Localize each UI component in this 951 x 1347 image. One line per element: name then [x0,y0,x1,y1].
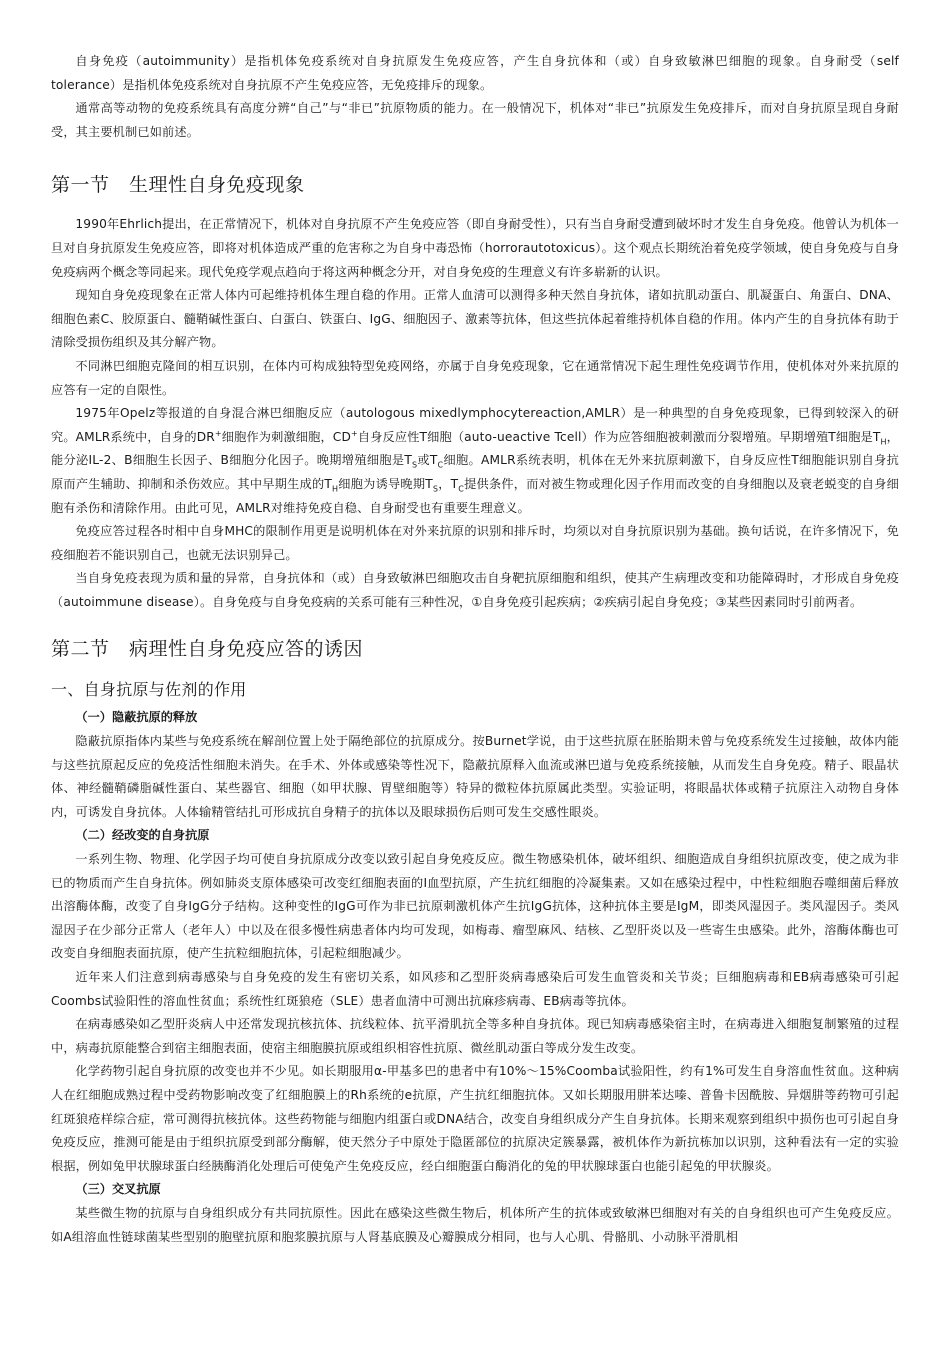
th-subscript-2: H [332,484,339,494]
section-1-paragraph-6: 当自身免疫表现为质和量的异常，自身抗体和（或）自身致敏淋巴细胞攻击自身靶抗原细胞和组织，使其产生病理改变和功能障碍时，才形成自身免疫（autoimmune disease）。自身免疫与自身免疫病的关系可能有三种性况，①自身免疫引起疾病；②疾病引起自身免疫；③某些因素同时引前两者。 [51,571,899,609]
tc-subscript-2: C [458,484,464,494]
item-3-paragraph-1: 某些微生物的抗原与自身组织成分有共同抗原性。因此在感染这些微生物后，机体所产生的抗体或致敏淋巴细胞对有关的自身组织也可产生免疫反应。如A组溶血性链球菌某些型别的胞壁抗原和胞浆膜抗原与人肾基底膜及心瓣膜成分相同，也与人心肌、骨骼肌、小动脉平滑肌相 [51,1205,899,1244]
item-2-paragraph-3: 在病毒感染如乙型肝炎病人中还常发现抗核抗体、抗线粒体、抗平滑肌抗全等多种自身抗体。现已知病毒感染宿主时，在病毒进入细胞复制繁殖的过程中，病毒抗原能整合到宿主细胞表面，使宿主细胞膜抗原或组织相容性抗原、微丝肌动蛋白等成分发生改变。 [51,1017,899,1055]
amlr-text-b: 细胞作为刺激细胞，CD [221,429,351,444]
amlr-text-h: ，T [438,476,459,491]
section-1-paragraph-2: 现知自身免疫现象在正常人体内可起维持机体生理自稳的作用。正常人血清可以测得多种天然自身抗体，诸如抗肌动蛋白、肌凝蛋白、角蛋白、DNA、细胞色素C、胶原蛋白、髓鞘碱性蛋白、白蛋白、铁蛋白、IgG、细胞因子、激素等抗体，但这些抗体起着维持机体自稳的作用。体内产生的自身抗体有助于清除受损伤组织及其分解产物。 [51,288,899,350]
section-1-paragraph-4 [51,402,899,520]
intro-paragraph-2: 通常高等动物的免疫系统具有高度分辨“自己”与“非已”抗原物质的能力。在一般情况下，机体对“非已”抗原发生免疫排斥，而对自身抗原呈现自身耐受，其主要机制已如前述。 [51,101,899,139]
tc-subscript: C [437,460,444,470]
item-2-paragraph-2: 近年来人们注意到病毒感染与自身免疫的发生有密切关系，如风疹和乙型肝炎病毒感染后可发生血管炎和关节炎；巨细胞病毒和EB病毒感染可引起Coombs试验阳性的溶血性贫血；系统性红斑狼疮（SLE）患者血清中可测出抗麻疹病毒、EB病毒等抗体。 [51,970,899,1008]
amlr-text-a: 1975年Opelz等报道的自身混合淋巴细胞反应（autologous mixedlymphocytereaction,AMLR）是一种典型的自身免疫现象，已得到较深入的研究。AMLR系统中，自身的DR [51,406,899,444]
th-subscript: H [880,437,887,447]
ts-subscript-2: S [432,484,439,494]
amlr-text-c: 自身反应性T细胞（auto-ueactive Tcell）作为应答细胞被刺激而分裂增殖。早期增殖T细胞是T [357,429,881,444]
section-1-title: 第一节 生理性自身免疫现象 [51,174,305,197]
intro-paragraph-1: 自身免疫（autoimmunity）是指机体免疫系统对自身抗原发生免疫应答，产生自身抗体和（或）自身致敏淋巴细胞的现象。自身耐受（self tolerance）是指机体免疫系统对自身抗原不产生免疫应答，无免疫排斥的现象。 [51,54,899,92]
item-3-heading: （三）交叉抗原 [75,1182,161,1197]
item-1-heading: （一）隐蔽抗原的释放 [75,710,198,725]
amlr-text-e: 或T [417,453,438,468]
section-2-title: 第二节 病理性自身免疫应答的诱因 [51,638,364,661]
item-2-paragraph-1: 一系列生物、物理、化学因子均可使自身抗原成分改变以致引起自身免疫反应。微生物感染机体，破坏组织、细胞造成自身组织抗原改变，使之成为非已的物质而产生自身抗体。例如肺炎支原体感染可改变红细胞表面的I血型抗原，产生抗红细胞的冷凝集素。又如在感染过程中，中性粒细胞吞噬细菌后释放出溶酶体酶，改变了自身IgG分子结构。这种变性的IgG可作为非已抗原刺激机体产生抗IgG抗体，这种抗体主要是IgM，即类风湿因子。类风湿因子。类风湿因子在少部分正常人（老年人）中以及在很多慢性病患者体内均可发现，如梅毒、瘤型麻风、结核、乙型肝炎以及一些寄生虫感染。此外，溶酶体酶也可改变自身细胞表面抗原，使产生抗粒细胞抗体，引起粒细胞减少。 [51,852,899,961]
section-1-paragraph-5: 免疫应答过程各时相中自身MHC的限制作用更是说明机体在对外来抗原的识别和排斥时，均须以对自身抗原识别为基础。换句话说，在许多情况下，免疫细胞若不能识别自己，也就无法识别异己。 [51,524,899,562]
item-2-heading: （二）经改变的自身抗原 [75,828,210,843]
section-1-paragraph-3: 不同淋巴细胞克隆间的相互识别，在体内可构成独特型免疫网络，亦属于自身免疫现象，它在通常情况下起生理性免疫调节作用，使机体对外来抗原的应答有一定的自限性。 [51,358,899,397]
ts-subscript: S [412,460,418,470]
amlr-text-g: 细胞为诱导晚期T [338,476,433,491]
amlr-text-d: ，能分泌IL-2、B细胞生长因子、B细胞分化因子。晚期增殖细胞是T [51,429,900,468]
section-1-paragraph-1: 1990年Ehrlich提出，在正常情况下，机体对自身抗原不产生免疫应答（即自身耐受性），只有当自身耐受遭到破坏时才发生自身免疫。他曾认为机体一旦对自身抗原发生免疫应答，即将对机体造成严重的危害称之为自身中毒恐怖（horrorautotoxicus）。这个观点长期统治着免疫学领域，使自身免疫与自身免疫病两个概念等同起来。现代免疫学观点趋向于将这两种概念分开，对自身免疫的生理意义有许多崭新的认识。 [51,217,899,279]
cd-superscript: + [351,428,358,438]
dr-superscript: + [214,428,222,438]
document-page [51,50,899,1249]
item-1-paragraph-1: 隐蔽抗原指体内某些与免疫系统在解剖位置上处于隔绝部位的抗原成分。按Burnet学说，由于这些抗原在胚胎期未曾与免疫系统发生过接触，故体内能与这些抗原起反应的免疫活性细胞未消失。在手术、外体或感染等性况下，隐蔽抗原释入血流或淋巴道与免疫系统接触，从而发生自身免疫。精子、眼晶状体、神经髓鞘磷脂碱性蛋白、某些器官、细胞（如甲状腺、胃壁细胞等）特异的微粒体抗原属此类型。实验证明，将眼晶状体或精子抗原注入动物自身体内，可诱发自身抗体。人体输精管结扎可形成抗自身精子的抗体以及眼球损伤后则可发生交感性眼炎。 [51,734,899,819]
item-2-paragraph-4: 化学药物引起自身抗原的改变也并不少见。如长期服用α-甲基多巴的患者中有10%～15%Coomba试验阳性，约有1%可发生自身溶血性贫血。这种病人在红细胞成熟过程中受药物影响改变了红细胞膜上的Rh系统的e抗原，产生抗红细胞抗体。又如长期服用肼苯达嗪、普鲁卡因酰胺、异烟肼等药物可引起红斑狼疮样综合症，常可测得抗核抗体。这些药物能与细胞内组蛋白或DNA结合，改变自身组织成分产生自身抗体。长期来观察到组织中损伤也可引起自身免疫反应，推测可能是由于组织抗原受到部分酶解，使天然分子中原处于隐匿部位的抗原决定簇暴露，被机体作为新抗栋加以识别，这种看法有一定的实验根据，例如兔甲状腺球蛋白经胰酶消化处理后可使兔产生免疫反应，经白细胞蛋白酶消化的兔的甲状腺球蛋白也能引起兔的甲状腺炎。 [51,1064,899,1173]
amlr-text-i: 提供条件，而对被生物或理化因子作用而改变的自身细胞以及衰老蜕变的自身细胞有杀伤和清除作用。由此可见，AMLR对维持免疫自稳、自身耐受也有重要生理意义。 [51,476,899,515]
amlr-text-f: 细胞。AMLR系统表明，机体在无外来抗原刺激下，自身反应性T细胞能识别自身抗原而产生辅助、抑制和杀伤效应。其中早期生成的T [51,453,899,491]
subsection-1-title: 一、自身抗原与佐剂的作用 [51,680,247,700]
